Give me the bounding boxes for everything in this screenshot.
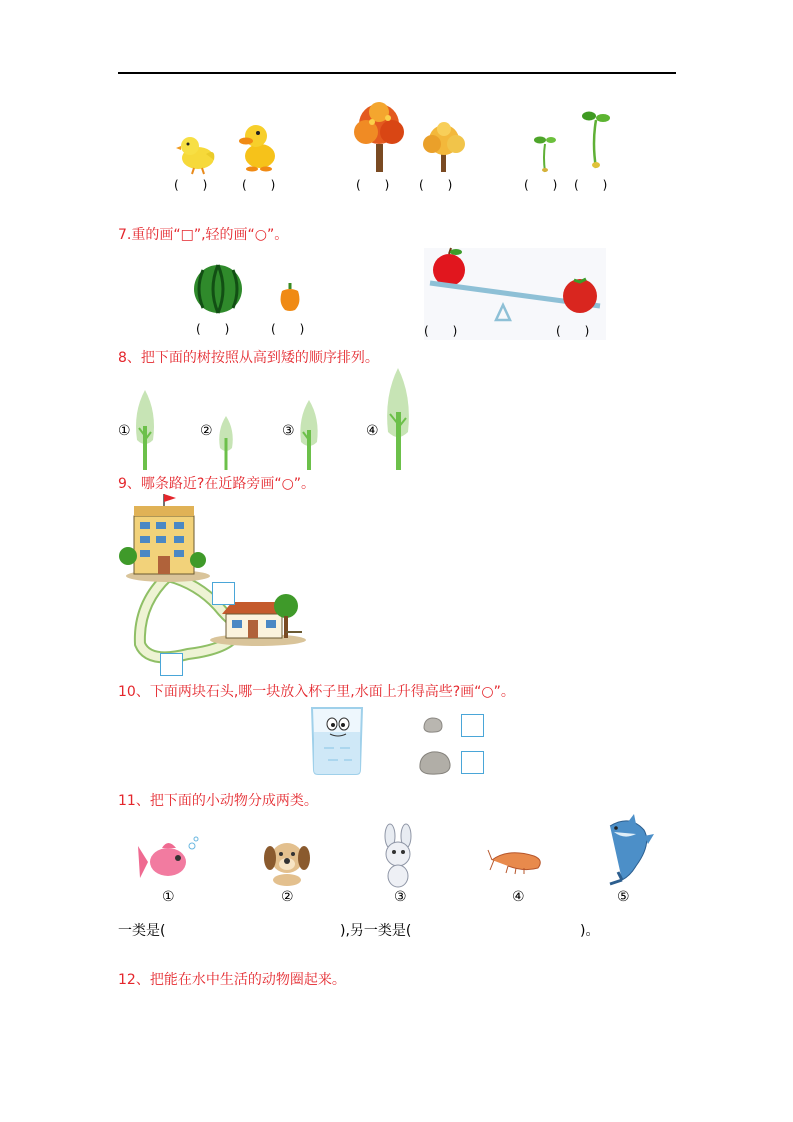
bunny-image <box>376 824 422 888</box>
answer-box-small-stone[interactable] <box>461 714 484 737</box>
tree-2-image <box>217 414 235 470</box>
pepper-image <box>277 283 303 311</box>
answer-box-big-stone[interactable] <box>461 751 484 774</box>
animal-label-1: ① <box>162 889 175 905</box>
question-12-title: 12、把能在水中生活的动物圈起来。 <box>118 972 346 988</box>
big-stone-image <box>418 750 452 776</box>
chick-image <box>176 132 221 174</box>
dolphin-image <box>600 814 656 886</box>
tree-3-image <box>298 398 320 470</box>
tree-4-image <box>384 366 412 470</box>
animal-label-3: ③ <box>394 889 407 905</box>
answer-paren-chick[interactable]: ( ) <box>174 178 208 192</box>
answer-line-first-class: 一类是( <box>118 923 166 939</box>
answer-paren-watermelon[interactable]: ( ) <box>196 322 230 336</box>
tree-label-2: ② <box>200 423 213 439</box>
answer-line-second-class: ),另一类是( <box>340 923 412 939</box>
tree-label-3: ③ <box>282 423 295 439</box>
tree-label-1: ① <box>118 423 131 439</box>
small-stone-image <box>422 716 444 734</box>
answer-paren-small-sprout[interactable]: ( ) <box>524 178 558 192</box>
question-8-title: 8、把下面的树按照从高到矮的顺序排列。 <box>118 350 379 366</box>
puppy-image <box>262 836 312 886</box>
answer-paren-small-tree[interactable]: ( ) <box>419 178 453 192</box>
animal-label-5: ⑤ <box>617 889 630 905</box>
question-7-title: 7.重的画“□”,轻的画“○”。 <box>118 227 289 243</box>
answer-blank-second-class[interactable] <box>425 920 575 938</box>
answer-paren-duckling[interactable]: ( ) <box>242 178 276 192</box>
question-10-title: 10、下面两块石头,哪一块放入杯子里,水面上升得高些?画“○”。 <box>118 684 515 700</box>
answer-paren-tall-sprout[interactable]: ( ) <box>574 178 608 192</box>
answer-paren-tomato[interactable]: ( ) <box>556 324 590 338</box>
answer-paren-apple[interactable]: ( ) <box>424 324 458 338</box>
answer-blank-first-class[interactable] <box>178 920 338 938</box>
small-autumn-tree-image <box>420 122 468 172</box>
answer-paren-big-tree[interactable]: ( ) <box>356 178 390 192</box>
answer-box-upper-road[interactable] <box>212 582 235 605</box>
duckling-image <box>238 122 278 172</box>
tree-1-image <box>133 388 157 470</box>
answer-box-lower-road[interactable] <box>160 653 183 676</box>
big-autumn-tree-image <box>352 102 406 172</box>
watermelon-image <box>193 264 243 314</box>
small-sprout-image <box>534 132 556 172</box>
water-cup-image <box>306 704 368 776</box>
question-11-title: 11、把下面的小动物分成两类。 <box>118 793 318 809</box>
answer-line-end: )。 <box>580 923 600 939</box>
animal-label-4: ④ <box>512 889 525 905</box>
answer-paren-pepper[interactable]: ( ) <box>271 322 305 336</box>
tall-sprout-image <box>582 108 610 170</box>
question-9-title: 9、哪条路近?在近路旁画“○”。 <box>118 476 316 492</box>
shrimp-image <box>488 846 550 874</box>
tree-label-4: ④ <box>366 423 379 439</box>
goldfish-image <box>138 836 200 884</box>
animal-label-2: ② <box>281 889 294 905</box>
header-rule <box>118 72 676 74</box>
